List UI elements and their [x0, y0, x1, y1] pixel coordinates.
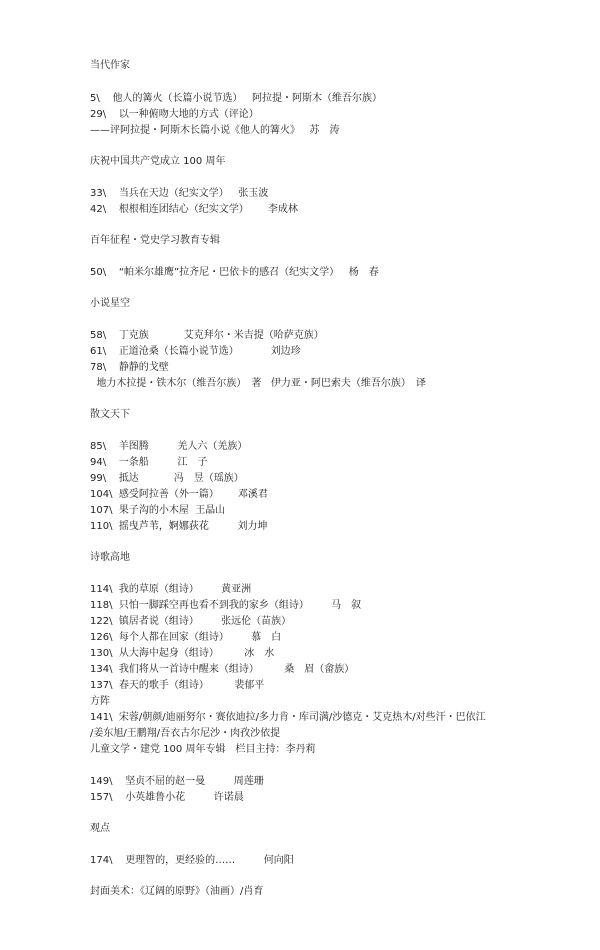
- toc-entry: [90, 330, 324, 342]
- column-info: 儿童文学・建党 100 周年专辑 栏目主持：李丹莉: [90, 744, 316, 755]
- entry-author: 马 叙: [331, 600, 362, 611]
- entry-title: 镇居者说（组诗）: [118, 616, 199, 627]
- entry-author: 王晶山: [195, 505, 226, 516]
- entry-author: 黄亚洲: [221, 584, 252, 595]
- entry-author: 阿拉提・阿斯木（维吾尔族）: [252, 93, 382, 104]
- toc-entry: [90, 521, 267, 533]
- page-number: 29\: [90, 109, 107, 120]
- section-heading: 方阵: [90, 696, 110, 707]
- toc-entry: [90, 632, 281, 644]
- page-number: 33\: [90, 188, 107, 199]
- entry-author: 江 子: [177, 457, 208, 468]
- entry-title: 他人的篝火（长篇小说节选）: [112, 93, 243, 104]
- toc-entry: [90, 855, 294, 867]
- page-number: 5\: [90, 93, 100, 104]
- section-heading: 诗歌高地: [90, 552, 130, 563]
- entry-author: 冰 水: [244, 648, 275, 659]
- entry-author: 苏 涛: [309, 125, 340, 136]
- toc-entry: [90, 441, 247, 453]
- page-number: 61\: [90, 346, 107, 357]
- entry-author: 冯 昱（瑶族）: [173, 473, 244, 484]
- page-number: 110\: [90, 521, 113, 532]
- page-number: 137\: [90, 680, 113, 691]
- page-number: 94\: [90, 457, 107, 468]
- entry-title: 更理智的，更经验的……: [125, 855, 236, 866]
- entry-title: 以一种俯吻大地的方式（评论）: [118, 109, 259, 120]
- toc-entry: [90, 712, 486, 724]
- entry-title: 春天的歌手（组诗）: [118, 680, 209, 691]
- toc-entry: [90, 267, 379, 279]
- page-number: 149\: [90, 776, 113, 787]
- entry-author: 周莲珊: [233, 776, 264, 787]
- entry-title: 当兵在天边（纪实文学）: [118, 188, 229, 199]
- entry-title: 果子沟的小木屋: [118, 505, 189, 516]
- entry-authors: 宋蓉/朝颜/迪丽努尔・赛依迪拉/多力肯・库司满/沙德克・艾克热木/对些汗・巴依江: [118, 712, 486, 723]
- cover-credit: 封面美术：《辽阔的原野》（油画）/肖育: [90, 886, 264, 897]
- entry-author: 许诺晨: [213, 792, 244, 803]
- entry-title: 小英雄鲁小花: [125, 792, 186, 803]
- page-number: 107\: [90, 505, 113, 516]
- page-number: 50\: [90, 267, 107, 278]
- entry-title: 我的草原（组诗）: [118, 584, 199, 595]
- page-number: 104\: [90, 489, 113, 500]
- toc-entry: [90, 664, 354, 676]
- page-number: 134\: [90, 664, 113, 675]
- entry-author: 刘边珍: [270, 346, 301, 357]
- toc-entry-continued: /姜东旭/王鹏翔/吾衣古尔尼沙・肉孜沙依提: [90, 728, 281, 739]
- toc-entry: [90, 125, 340, 137]
- page-number: 118\: [90, 600, 113, 611]
- entry-author: 张玉波: [238, 188, 269, 199]
- section-heading: 百年征程・党史学习教育专辑: [90, 235, 220, 246]
- entry-author: 裴郁平: [234, 680, 265, 691]
- page-number: 157\: [90, 792, 113, 803]
- toc-entry: [90, 600, 361, 612]
- toc-entry: [90, 457, 207, 469]
- entry-title: 我们将从一首诗中醒来（组诗）: [118, 664, 259, 675]
- toc-entry: [90, 648, 274, 660]
- page-number: 141\: [90, 712, 113, 723]
- entry-title: 感受阿拉善（外一篇）: [118, 489, 219, 500]
- section-heading: 小说星空: [90, 298, 130, 309]
- page-number: 114\: [90, 584, 113, 595]
- toc-entry: [90, 584, 251, 596]
- entry-author: 刘力坤: [237, 521, 268, 532]
- entry-title: 正道沧桑（长篇小说节选）: [118, 346, 239, 357]
- section-heading: 庆祝中国共产党成立 100 周年: [90, 156, 226, 167]
- entry-title: 每个人都在回家（组诗）: [118, 632, 229, 643]
- toc-entry: [90, 93, 382, 105]
- entry-title: 抵达: [118, 473, 139, 484]
- page-number: 130\: [90, 648, 113, 659]
- page-number: 99\: [90, 473, 107, 484]
- entry-author: 桑 眉（畲族）: [284, 664, 355, 675]
- page-number: 85\: [90, 441, 107, 452]
- toc-entry: [90, 473, 244, 485]
- section-heading: 观点: [90, 823, 110, 834]
- entry-author: 何向阳: [263, 855, 294, 866]
- toc-entry: [90, 346, 301, 358]
- section-heading: 当代作家: [90, 60, 130, 71]
- entry-title: ——评阿拉提・阿斯木长篇小说《他人的篝火》: [90, 125, 300, 136]
- page-number: 42\: [90, 204, 107, 215]
- page-number: 58\: [90, 330, 107, 341]
- entry-title: 摇曳芦苇，婀娜荻花: [118, 521, 209, 532]
- toc-entry: [90, 616, 291, 628]
- entry-title: 羊图腾: [118, 441, 149, 452]
- entry-title: 根根相连团结心（纪实文学）: [118, 204, 249, 215]
- page-number: 126\: [90, 632, 113, 643]
- toc-entry: [90, 378, 426, 390]
- toc-entry: [90, 362, 169, 374]
- toc-entry: [90, 792, 244, 804]
- entry-author: 李成林: [267, 204, 298, 215]
- toc-entry: [90, 489, 268, 501]
- page-number: 174\: [90, 855, 113, 866]
- entry-author: 艾克拜尔・米吉提（哈萨克族）: [183, 330, 324, 341]
- toc-entry: [90, 680, 264, 692]
- entry-title: 一条船: [118, 457, 149, 468]
- entry-title: “帕米尔雄鹰”拉齐尼・巴依卡的感召（纪实文学）: [118, 267, 340, 278]
- page-number: 78\: [90, 362, 107, 373]
- entry-title: 丁克族: [118, 330, 149, 341]
- entry-title: 从大海中起身（组诗）: [118, 648, 219, 659]
- entry-title: 只怕一脚踩空再也看不到我的家乡（组诗）: [118, 600, 309, 611]
- toc-entry: [90, 109, 259, 121]
- toc-entry: [90, 505, 225, 517]
- page-number: 122\: [90, 616, 113, 627]
- entry-author: 邓溪君: [237, 489, 268, 500]
- entry-author: 羌人六（羌族）: [177, 441, 248, 452]
- toc-entry: [90, 188, 268, 200]
- entry-author: 张远伦（苗族）: [221, 616, 292, 627]
- section-heading: 散文天下: [90, 409, 130, 420]
- entry-title: 地力木拉提・铁木尔（维吾尔族） 著: [96, 378, 262, 389]
- entry-author: 伊力亚・阿巴索夫（维吾尔族） 译: [270, 378, 426, 389]
- entry-author: 慕 白: [251, 632, 282, 643]
- entry-author: 杨 春: [348, 267, 379, 278]
- toc-entry: [90, 204, 298, 216]
- toc-entry: [90, 776, 264, 788]
- entry-title: 静静的戈壁: [118, 362, 169, 373]
- entry-title: 坚贞不屈的赵一曼: [125, 776, 206, 787]
